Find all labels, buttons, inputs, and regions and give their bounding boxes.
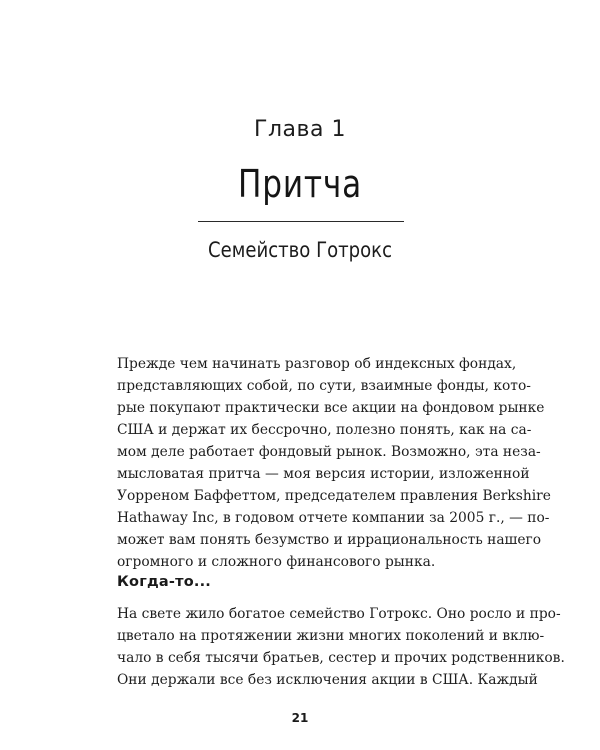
paragraph-story: [117, 603, 565, 691]
chapter-title: Притча: [237, 162, 363, 206]
title-divider: [198, 221, 404, 222]
paragraph-line: может вам понять безумство и иррациональность нашего: [117, 532, 542, 548]
page-number: 21: [291, 711, 309, 725]
paragraph-line: чало в себя тысячи братьев, сестер и прочих родственников.: [117, 650, 565, 666]
paragraph-line: рые покупают практически все акции на фондовом рынке: [117, 400, 545, 416]
paragraph-line: Hathaway Inc, в годовом отчете компании за 2005 г., — по-: [117, 510, 550, 526]
paragraph-line: Уорреном Баффеттом, председателем правления Berkshire: [117, 488, 551, 504]
section-heading: Когда-то...: [117, 574, 211, 590]
paragraph-line: представляющих собой, по сути, взаимные фонды, кото-: [117, 378, 531, 394]
paragraph-intro: [117, 353, 551, 573]
paragraph-line: цветало на протяжении жизни многих поколений и вклю-: [117, 628, 545, 644]
paragraph-line: мом деле работает фондовый рынок. Возможно, эта неза-: [117, 444, 541, 460]
chapter-subtitle: Семейство Готрокс: [207, 238, 393, 262]
paragraph-line: мысловатая притча — моя версия истории, изложенной: [117, 466, 530, 482]
paragraph-line: На свете жило богатое семейство Готрокс. Оно росло и про-: [117, 606, 561, 622]
paragraph-line: огромного и сложного финансового рынка.: [117, 554, 436, 570]
paragraph-line: Прежде чем начинать разговор об индексных фондах,: [117, 356, 517, 372]
chapter-label: Глава 1: [254, 117, 346, 142]
paragraph-line: США и держат их бессрочно, полезно понять, как на са-: [117, 422, 532, 438]
paragraph-line: Они держали все без исключения акции в США. Каждый: [117, 672, 538, 688]
